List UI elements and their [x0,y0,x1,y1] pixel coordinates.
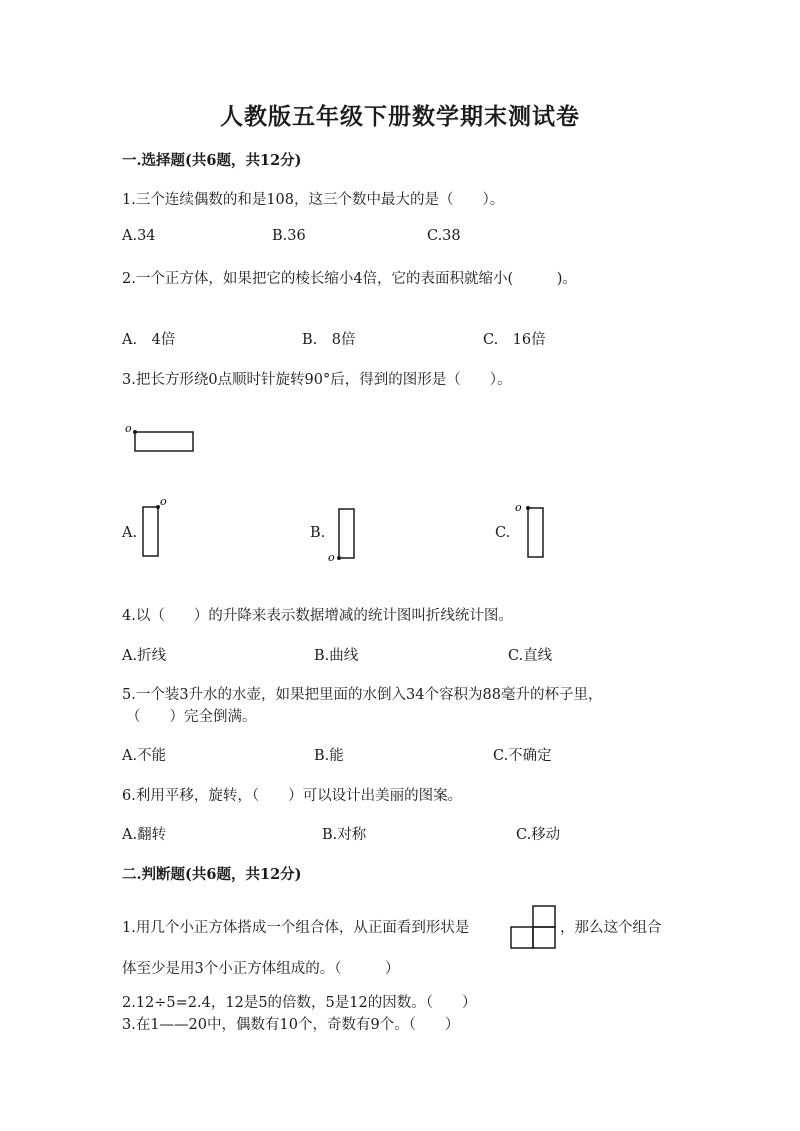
question-3-option-a-figure [140,495,180,565]
rotation-point-label: o [160,495,167,508]
question-5-text-line1: 5.一个装3升水的水壶，如果把里面的水倒入34个容积为88毫升的杯子里， [122,687,603,703]
question-4-option-c: C.直线 [508,648,553,664]
question-6-option-c: C.移动 [516,827,561,843]
question-5-option-b: B.能 [314,748,344,764]
rotation-point [337,556,341,560]
question-3-text: 3.把长方形绕0点顺时针旋转90°后，得到的图形是（ ）。 [122,372,512,388]
question-6-option-a: A.翻转 [122,827,167,843]
section-heading-choice: 一.选择题(共6题，共12分) [122,152,302,169]
judgment-1-text-before: 1.用几个小正方体搭成一个组合体，从正面看到形状是 [122,920,470,936]
question-1-option-b: B.36 [272,228,306,244]
question-2-text: 2.一个正方体，如果把它的棱长缩小4倍，它的表面积就缩小( )。 [122,271,577,287]
question-1-option-a: A.34 [122,228,156,244]
section-heading-judgment: 二.判断题(共6题，共12分) [122,866,302,883]
judgment-1-text-line2: 体至少是用3个小正方体组成的。（ ） [122,961,400,977]
rotation-point-label: o [125,422,132,435]
judgment-3-text: 3.在1——20中，偶数有10个，奇数有9个。（ ） [122,1017,460,1033]
question-4-text: 4.以（ ）的升降来表示数据增减的统计图叫折线统计图。 [122,608,513,624]
question-2-option-a: A. 4倍 [122,332,176,348]
question-3-option-c: C. [495,525,511,541]
question-5-option-a: A.不能 [122,748,167,764]
horizontal-rectangle [135,432,193,451]
question-5-text-line2: （ ）完全倒满。 [126,709,257,725]
question-3-option-a: A. [122,525,138,541]
page-title: 人教版五年级下册数学期末测试卷 [220,103,580,130]
question-6-text: 6.利用平移，旋转，（ ）可以设计出美丽的图案。 [122,788,463,804]
vertical-rectangle [339,509,354,558]
vertical-rectangle [528,508,543,557]
question-1-text: 1.三个连续偶数的和是108，这三个数中最大的是（ ）。 [122,192,505,208]
question-3-option-b: B. [310,525,326,541]
judgment-1-text-after: ，那么这个组合 [560,920,662,936]
judgment-2-text: 2.12÷5=2.4，12是5的倍数，5是12的因数。（ ） [122,995,477,1011]
rotation-point-label: o [515,501,522,514]
question-6-option-b: B.对称 [322,827,367,843]
question-5-option-c: C.不确定 [493,748,552,764]
question-3-option-b-figure [325,505,365,565]
front-view-cube-figure [510,904,560,952]
question-3-option-c-figure [510,495,550,565]
rotation-point-label: o [328,551,335,564]
question-2-option-c: C. 16倍 [483,332,546,348]
question-3-original-rectangle [122,420,202,460]
question-2-option-b: B. 8倍 [302,332,356,348]
question-1-option-c: C.38 [427,228,461,244]
vertical-rectangle [143,507,158,556]
question-4-option-a: A.折线 [122,648,167,664]
question-4-option-b: B.曲线 [314,648,359,664]
